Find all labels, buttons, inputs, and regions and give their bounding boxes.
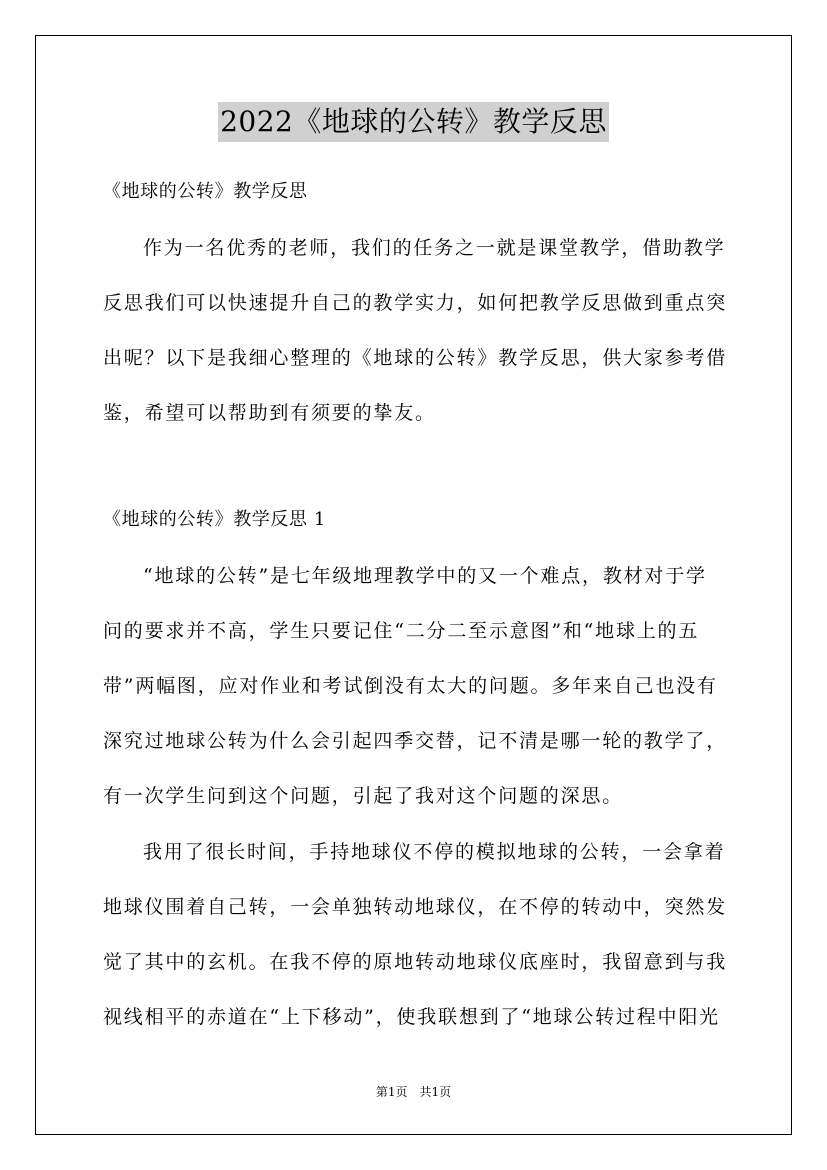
intro-line: 鉴，希望可以帮助到有须要的挚友。: [103, 402, 436, 424]
paragraph-line: 带”两幅图，应对作业和考试倒没有太大的问题。多年来自己也没有: [103, 675, 718, 697]
intro-line: 作为一名优秀的老师，我们的任务之一就是课堂教学，借助教学: [143, 237, 726, 259]
paragraph-line: 深究过地球公转为什么会引起四季交替，记不清是哪一轮的教学了，: [103, 730, 728, 752]
paragraph-line: 有一次学生问到这个问题，引起了我对这个问题的深思。: [103, 785, 624, 807]
document-subtitle: 《地球的公转》教学反思: [103, 181, 308, 202]
paragraph-line: “地球的公转”是七年级地理教学中的又一个难点，教材对于学: [143, 565, 707, 587]
section-heading: 《地球的公转》教学反思 1: [103, 509, 326, 530]
document-title: 2022《地球的公转》教学反思: [218, 102, 609, 142]
intro-line: 出呢？以下是我细心整理的《地球的公转》教学反思，供大家参考借: [103, 347, 728, 369]
intro-line: 反思我们可以快速提升自己的教学实力，如何把教学反思做到重点突: [103, 292, 728, 314]
paragraph-line: 觉了其中的玄机。在我不停的原地转动地球仪底座时，我留意到与我: [103, 951, 728, 973]
paragraph-line: 我用了很长时间，手持地球仪不停的模拟地球的公转，一会拿着: [143, 841, 726, 863]
paragraph-line: 问的要求并不高，学生只要记住“二分二至示意图”和“地球上的五: [103, 620, 700, 642]
paragraph-line: 地球仪围着自己转，一会单独转动地球仪，在不停的转动中，突然发: [103, 896, 728, 918]
page-footer: 第1页 共1页: [375, 1085, 452, 1099]
title-container: [0, 102, 827, 142]
paragraph-line: 视线相平的赤道在“上下移动”，使我联想到了“地球公转过程中阳光: [103, 1006, 720, 1028]
